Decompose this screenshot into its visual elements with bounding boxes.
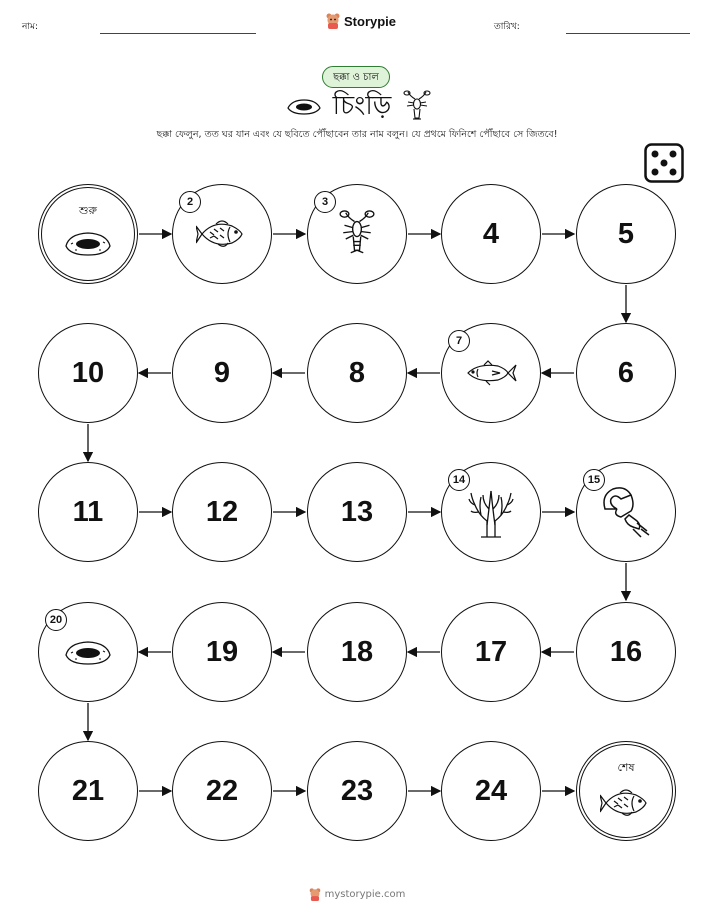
space-number: 23 xyxy=(340,774,374,807)
board-space xyxy=(172,184,272,284)
finish-space xyxy=(576,741,676,841)
space-number: 24 xyxy=(474,774,508,807)
board-space xyxy=(441,462,541,562)
game-type-badge: ছক্কা ও চাল xyxy=(322,66,390,88)
space-number: 11 xyxy=(72,495,104,528)
board-space xyxy=(172,462,272,562)
name-label: নাম: xyxy=(22,22,39,32)
space-number: 9 xyxy=(213,356,231,389)
finish-label: শেষ xyxy=(617,761,635,774)
instructions: ছক্কা ফেলুন, তত ঘর যান এবং যে ছবিতে পৌঁছাবেন তার নাম বলুন। যে প্রথমে ফিনিশে পৌঁছাবে সে জিতবে! xyxy=(156,129,558,140)
space-number-tag: 14 xyxy=(448,469,470,491)
board-space xyxy=(38,741,138,841)
space-number: 8 xyxy=(348,356,366,389)
board-space xyxy=(38,323,138,423)
board-space xyxy=(172,741,272,841)
start-label: শুরু xyxy=(79,204,97,217)
footer xyxy=(0,888,714,904)
space-number-tag: 15 xyxy=(583,469,605,491)
space-number: 5 xyxy=(617,217,635,250)
space-number-tag: 20 xyxy=(45,609,67,631)
board-space xyxy=(172,323,272,423)
brand-name: Storypie xyxy=(344,13,397,29)
space-number: 13 xyxy=(340,495,374,528)
board-space xyxy=(307,741,407,841)
space-number: 6 xyxy=(617,356,635,389)
board-space xyxy=(576,602,676,702)
board-space xyxy=(307,323,407,423)
bear-mascot-icon xyxy=(309,888,321,901)
space-number: 17 xyxy=(474,635,508,668)
board-space xyxy=(307,462,407,562)
board-space xyxy=(441,602,541,702)
board-space xyxy=(441,741,541,841)
board-space xyxy=(307,602,407,702)
board-space xyxy=(441,323,541,423)
space-number: 21 xyxy=(71,774,105,807)
fish-icon xyxy=(580,785,672,825)
board-space xyxy=(576,462,676,562)
space-number: 19 xyxy=(205,635,239,668)
board-space xyxy=(576,184,676,284)
board-space xyxy=(38,602,138,702)
space-number: 18 xyxy=(340,635,374,668)
board-space xyxy=(38,462,138,562)
space-number: 12 xyxy=(205,495,239,528)
space-number: 22 xyxy=(205,774,239,807)
footer-url[interactable]: mystorypie.com xyxy=(324,889,406,900)
space-number-tag: 2 xyxy=(179,191,201,213)
sand-hole-icon xyxy=(42,228,134,262)
page-title: চিংড়ি xyxy=(332,91,392,121)
board-space xyxy=(576,323,676,423)
board-space xyxy=(441,184,541,284)
board-space xyxy=(307,184,407,284)
space-number-tag: 3 xyxy=(314,191,336,213)
date-label: তারিখ: xyxy=(494,22,520,32)
board-space xyxy=(172,602,272,702)
space-number-tag: 7 xyxy=(448,330,470,352)
start-space xyxy=(38,184,138,284)
space-number: 16 xyxy=(609,635,643,668)
space-number: 10 xyxy=(71,356,105,389)
space-number: 4 xyxy=(482,217,500,250)
